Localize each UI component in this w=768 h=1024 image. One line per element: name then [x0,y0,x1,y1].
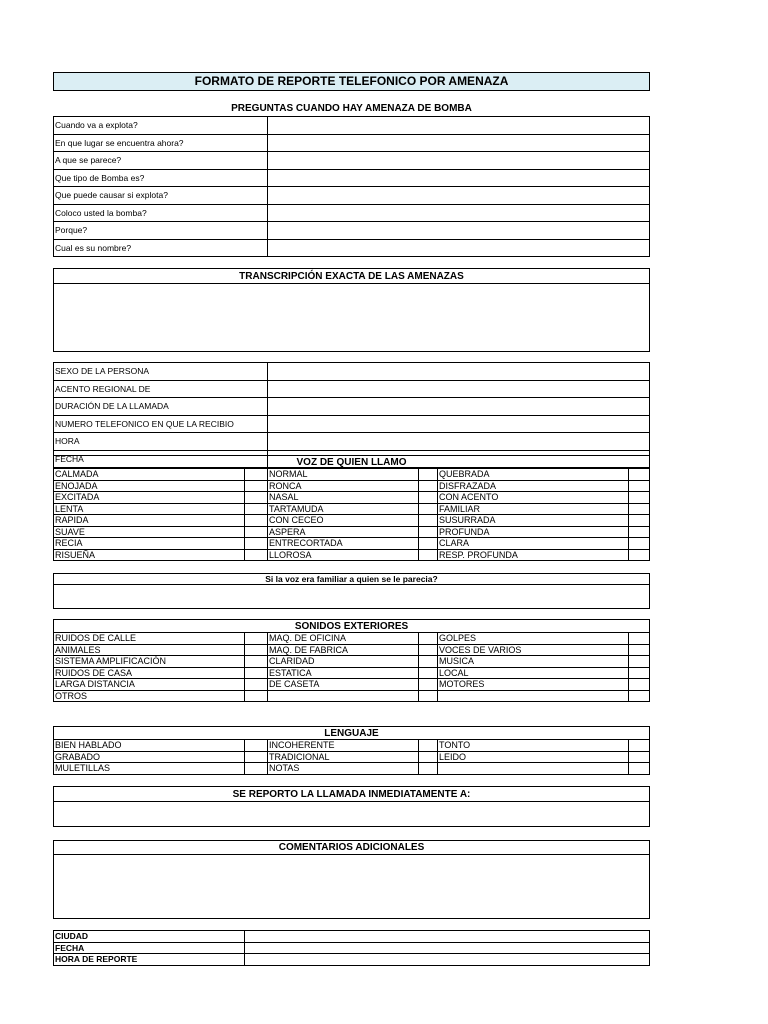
answer-field[interactable] [268,187,650,205]
check-box[interactable] [245,526,268,538]
row-label: RUIDOS DE CASA [54,667,245,679]
reported-section [53,786,650,827]
row-label: EXCITADA [54,492,245,504]
table-row [54,690,650,702]
row-label: ENTRECORTADA [268,538,419,550]
row-label: CIUDAD [54,931,245,943]
row-label: TRADICIONAL [268,751,419,763]
row-label: MOTORES [438,679,629,691]
row-label: Cual es su nombre? [54,239,268,257]
reported-field[interactable] [53,802,650,827]
familiar-heading: Si la voz era familiar a quien se le parecia? [53,573,650,585]
check-box[interactable] [629,538,650,550]
check-box[interactable] [245,469,268,481]
row-label: QUEBRADA [438,469,629,481]
table-row [54,398,650,416]
check-box[interactable] [245,690,268,702]
check-box[interactable] [419,526,438,538]
check-box[interactable] [245,492,268,504]
row-label: LENTA [54,503,245,515]
row-label: ANIMALES [54,644,245,656]
row-label: SISTEMA AMPLIFICACIÓN [54,656,245,668]
sounds-section [53,619,650,702]
answer-field[interactable] [268,117,650,135]
row-label: INCOHERENTE [268,740,419,752]
check-box[interactable] [245,740,268,752]
final-section [53,930,650,966]
answer-field[interactable] [268,380,650,398]
table-row [54,526,650,538]
table-row [54,751,650,763]
answer-field[interactable] [268,204,650,222]
check-box[interactable] [245,679,268,691]
voice-table [53,468,650,561]
table-row [54,763,650,775]
language-heading: LENGUAJE [53,726,650,740]
language-table [53,739,650,775]
check-box[interactable] [245,480,268,492]
row-label: OTROS [54,690,245,702]
row-label: FECHA [54,450,268,468]
answer-field[interactable] [245,931,650,943]
row-label: CLARA [438,538,629,550]
table-row [54,942,650,954]
row-label: DURACIÓN DE LA LLAMADA [54,398,268,416]
table-row [54,380,650,398]
sounds-table [53,632,650,702]
row-label: Que puede causar si explota? [54,187,268,205]
bomb-questions-section [53,116,650,257]
table-row [54,538,650,550]
row-label [438,763,629,775]
row-label: FAMILIAR [438,503,629,515]
check-box[interactable] [629,751,650,763]
form-title: FORMATO DE REPORTE TELEFONICO POR AMENAZA [53,72,650,91]
sounds-heading: SONIDOS EXTERIORES [53,619,650,633]
comments-field[interactable] [53,855,650,919]
row-label: CALMADA [54,469,245,481]
answer-field[interactable] [268,415,650,433]
row-label: NUMERO TELEFONICO EN QUE LA RECIBIO [54,415,268,433]
answer-field[interactable] [245,954,650,966]
row-label: MAQ. DE OFICINA [268,633,419,645]
table-row [54,204,650,222]
table-row [54,433,650,451]
check-box[interactable] [245,656,268,668]
row-label: Coloco usted la bomba? [54,204,268,222]
table-row [54,187,650,205]
check-box[interactable] [245,763,268,775]
caller-info-section [53,362,650,468]
check-box[interactable] [419,492,438,504]
check-box[interactable] [419,644,438,656]
row-label [268,690,419,702]
transcription-section [53,268,650,352]
row-label: Que tipo de Bomba es? [54,169,268,187]
check-box[interactable] [245,633,268,645]
row-label: ACENTO REGIONAL DE [54,380,268,398]
row-label: LOCAL [438,667,629,679]
table-row [54,931,650,943]
comments-section [53,840,650,919]
table-row [54,415,650,433]
check-box[interactable] [629,515,650,527]
table-row [54,169,650,187]
row-label: DE CASETA [268,679,419,691]
row-label: CON ACENTO [438,492,629,504]
answer-field[interactable] [268,239,650,257]
answer-field[interactable] [268,169,650,187]
row-label: SUAVE [54,526,245,538]
table-row [54,954,650,966]
table-row [54,515,650,527]
check-box[interactable] [245,515,268,527]
table-row [54,492,650,504]
row-label: ESTATICA [268,667,419,679]
row-label: VOCES DE VARIOS [438,644,629,656]
answer-field[interactable] [268,222,650,240]
reported-heading: SE REPORTO LA LLAMADA INMEDIATAMENTE A: [53,786,650,802]
row-label: LEIDO [438,751,629,763]
table-row [54,117,650,135]
table-row [54,644,650,656]
check-box[interactable] [419,763,438,775]
table-row [54,667,650,679]
row-label: FECHA [54,942,245,954]
table-row [54,549,650,561]
check-box[interactable] [419,469,438,481]
table-row [54,679,650,691]
row-label: NORMAL [268,469,419,481]
row-label: ASPERA [268,526,419,538]
row-label: HORA DE REPORTE [54,954,245,966]
answer-field[interactable] [245,942,650,954]
check-box[interactable] [629,763,650,775]
check-box[interactable] [245,751,268,763]
check-box[interactable] [629,667,650,679]
row-label: LLOROSA [268,549,419,561]
row-label: MULETILLAS [54,763,245,775]
check-box[interactable] [629,503,650,515]
transcription-field[interactable] [53,284,650,352]
check-box[interactable] [629,549,650,561]
row-label: SUSURRADA [438,515,629,527]
row-label: En que lugar se encuentra ahora? [54,134,268,152]
familiar-field[interactable] [53,585,650,609]
row-label: Cuando va a explota? [54,117,268,135]
bomb-questions-heading: PREGUNTAS CUANDO HAY AMENAZA DE BOMBA [231,103,472,114]
row-label: TONTO [438,740,629,752]
voice-heading: VOZ DE QUIEN LLAMO [53,455,650,469]
check-box[interactable] [245,549,268,561]
row-label: RUIDOS DE CALLE [54,633,245,645]
check-box[interactable] [419,633,438,645]
row-label: RECIA [54,538,245,550]
row-label: MAQ. DE FABRICA [268,644,419,656]
row-label: GOLPES [438,633,629,645]
check-box[interactable] [629,679,650,691]
caller-info-table [53,362,650,468]
check-box[interactable] [419,656,438,668]
row-label: CLARIDAD [268,656,419,668]
row-label: LARGA DISTANCIA [54,679,245,691]
table-row [54,503,650,515]
check-box[interactable] [419,690,438,702]
row-label: RONCA [268,480,419,492]
row-label: RESP. PROFUNDA [438,549,629,561]
row-label: PROFUNDA [438,526,629,538]
table-row [54,480,650,492]
check-box[interactable] [629,740,650,752]
check-box[interactable] [629,526,650,538]
check-box[interactable] [419,740,438,752]
row-label: ENOJADA [54,480,245,492]
check-box[interactable] [419,667,438,679]
row-label: NOTAS [268,763,419,775]
check-box[interactable] [419,751,438,763]
row-label: CON CECEO [268,515,419,527]
row-label: RISUEÑA [54,549,245,561]
familiar-section [53,573,650,609]
voice-section [53,455,650,561]
check-box[interactable] [629,469,650,481]
table-row [54,656,650,668]
final-table [53,930,650,966]
answer-field[interactable] [268,433,650,451]
row-label: A que se parece? [54,152,268,170]
row-label: DISFRAZADA [438,480,629,492]
check-box[interactable] [629,480,650,492]
check-box[interactable] [629,644,650,656]
row-label: GRABADO [54,751,245,763]
transcription-heading: TRANSCRIPCIÓN EXACTA DE LAS AMENAZAS [53,268,650,284]
row-label: Porque? [54,222,268,240]
row-label: SEXO DE LA PERSONA [54,363,268,381]
row-label: HORA [54,433,268,451]
row-label: BIEN HABLADO [54,740,245,752]
check-box[interactable] [245,503,268,515]
answer-field[interactable] [268,398,650,416]
row-label: MUSICA [438,656,629,668]
answer-field[interactable] [268,363,650,381]
answer-field[interactable] [268,134,650,152]
table-row [54,222,650,240]
check-box[interactable] [629,492,650,504]
check-box[interactable] [629,690,650,702]
check-box[interactable] [419,503,438,515]
check-box[interactable] [245,644,268,656]
comments-heading: COMENTARIOS ADICIONALES [53,840,650,855]
check-box[interactable] [419,549,438,561]
table-row [54,633,650,645]
answer-field[interactable] [268,152,650,170]
check-box[interactable] [245,667,268,679]
check-box[interactable] [629,656,650,668]
check-box[interactable] [245,538,268,550]
row-label: TARTAMUDA [268,503,419,515]
check-box[interactable] [419,480,438,492]
check-box[interactable] [419,515,438,527]
language-section [53,726,650,775]
check-box[interactable] [629,633,650,645]
table-row [54,740,650,752]
table-row [54,239,650,257]
table-row [54,469,650,481]
table-row [54,134,650,152]
bomb-questions-table [53,116,650,257]
table-row [54,152,650,170]
row-label: NASAL [268,492,419,504]
row-label: RAPIDA [54,515,245,527]
check-box[interactable] [419,679,438,691]
row-label [438,690,629,702]
check-box[interactable] [419,538,438,550]
table-row [54,363,650,381]
